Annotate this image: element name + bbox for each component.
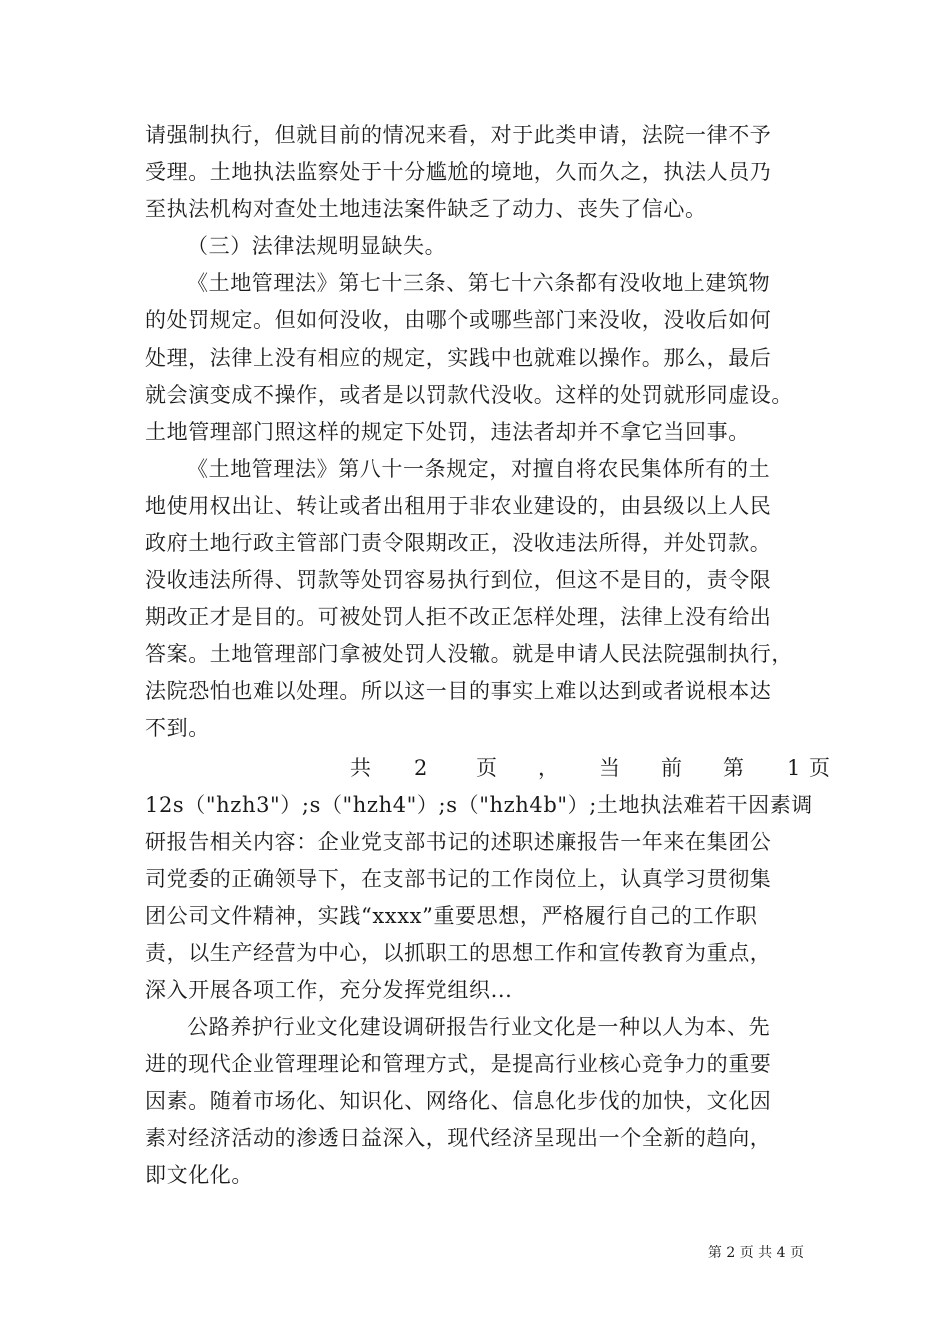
page-count-token: 共 <box>350 756 371 780</box>
section-heading: （三）法律法规明显缺失。 <box>187 234 447 258</box>
paragraph-line: 12s（"hzh3"）;s（"hzh4"）;s（"hzh4b"）;土地执法难若干因素调 <box>145 793 813 817</box>
paragraph-line: 不到。 <box>145 716 210 740</box>
page-footer-label: 第 2 页 共 4 页 <box>707 1245 804 1261</box>
paragraph-line: 地使用权出让、转让或者出租用于非农业建设的，由县级以上人民 <box>145 494 772 518</box>
paragraph-line: 请强制执行，但就目前的情况来看，对于此类申请，法院一律不予 <box>145 123 772 147</box>
page-count-token: 2 <box>414 756 428 780</box>
paragraph-line: 至执法机构对查处土地违法案件缺乏了动力、丧失了信心。 <box>145 197 707 221</box>
paragraph-line: 《土地管理法》第七十三条、第七十六条都有没收地上建筑物 <box>187 271 771 295</box>
page-count-token: ， <box>538 756 559 780</box>
paragraph-line: 深入开展各项工作，充分发挥党组织... <box>145 978 513 1002</box>
page-count-token: 1 <box>787 756 801 780</box>
paragraph-line: 土地管理部门照这样的规定下处罚，违法者却并不拿它当回事。 <box>145 420 750 444</box>
paragraph-line: 期改正才是目的。可被处罚人拒不改正怎样处理，法律上没有给出 <box>145 605 772 629</box>
paragraph-line: 因素。随着市场化、知识化、网络化、信息化步伐的加快，文化因 <box>145 1089 772 1113</box>
paragraph-line: 公路养护行业文化建设调研报告行业文化是一种以人为本、先 <box>187 1015 771 1039</box>
paragraph-line: 团公司文件精神，实践“xxxx”重要思想，严格履行自己的工作职 <box>145 904 758 928</box>
paragraph-line: 司党委的正确领导下，在支部书记的工作岗位上，认真学习贯彻集 <box>145 867 772 891</box>
paragraph-line: 政府土地行政主管部门责令限期改正，没收违法所得，并处罚款。 <box>145 531 772 555</box>
paragraph-line: 处理，法律上没有相应的规定，实践中也就难以操作。那么，最后 <box>145 346 772 370</box>
page-count-token: 页 <box>476 756 497 780</box>
paragraph-line: 就会演变成不操作，或者是以罚款代没收。这样的处罚就形同虚设。 <box>145 383 793 407</box>
paragraph-line: 进的现代企业管理理论和管理方式，是提高行业核心竞争力的重要 <box>145 1052 772 1076</box>
paragraph-line: 法院恐怕也难以处理。所以这一目的事实上难以达到或者说根本达 <box>145 679 772 703</box>
paragraph-line: 即文化化。 <box>145 1163 253 1187</box>
paragraph-line: 研报告相关内容：企业党支部书记的述职述廉报告一年来在集团公 <box>145 830 772 854</box>
paragraph-line: 责，以生产经营为中心，以抓职工的思想工作和宣传教育为重点， <box>145 941 772 965</box>
page-count-token: 第 <box>723 756 744 780</box>
page-count-token: 当 <box>599 756 620 780</box>
paragraph-line: 受理。土地执法监察处于十分尴尬的境地，久而久之，执法人员乃 <box>145 160 772 184</box>
page-count-token: 前 <box>661 756 682 780</box>
paragraph-line: 《土地管理法》第八十一条规定，对擅自将农民集体所有的土 <box>187 457 771 481</box>
paragraph-line: 的处罚规定。但如何没收，由哪个或哪些部门来没收，没收后如何 <box>145 308 772 332</box>
paragraph-line: 素对经济活动的渗透日益深入，现代经济呈现出一个全新的趋向， <box>145 1126 772 1150</box>
paragraph-line: 答案。土地管理部门拿被处罚人没辙。就是申请人民法院强制执行， <box>145 642 793 666</box>
page-count-token: 页 <box>809 756 830 780</box>
paragraph-line: 没收违法所得、罚款等处罚容易执行到位，但这不是目的，责令限 <box>145 568 772 592</box>
